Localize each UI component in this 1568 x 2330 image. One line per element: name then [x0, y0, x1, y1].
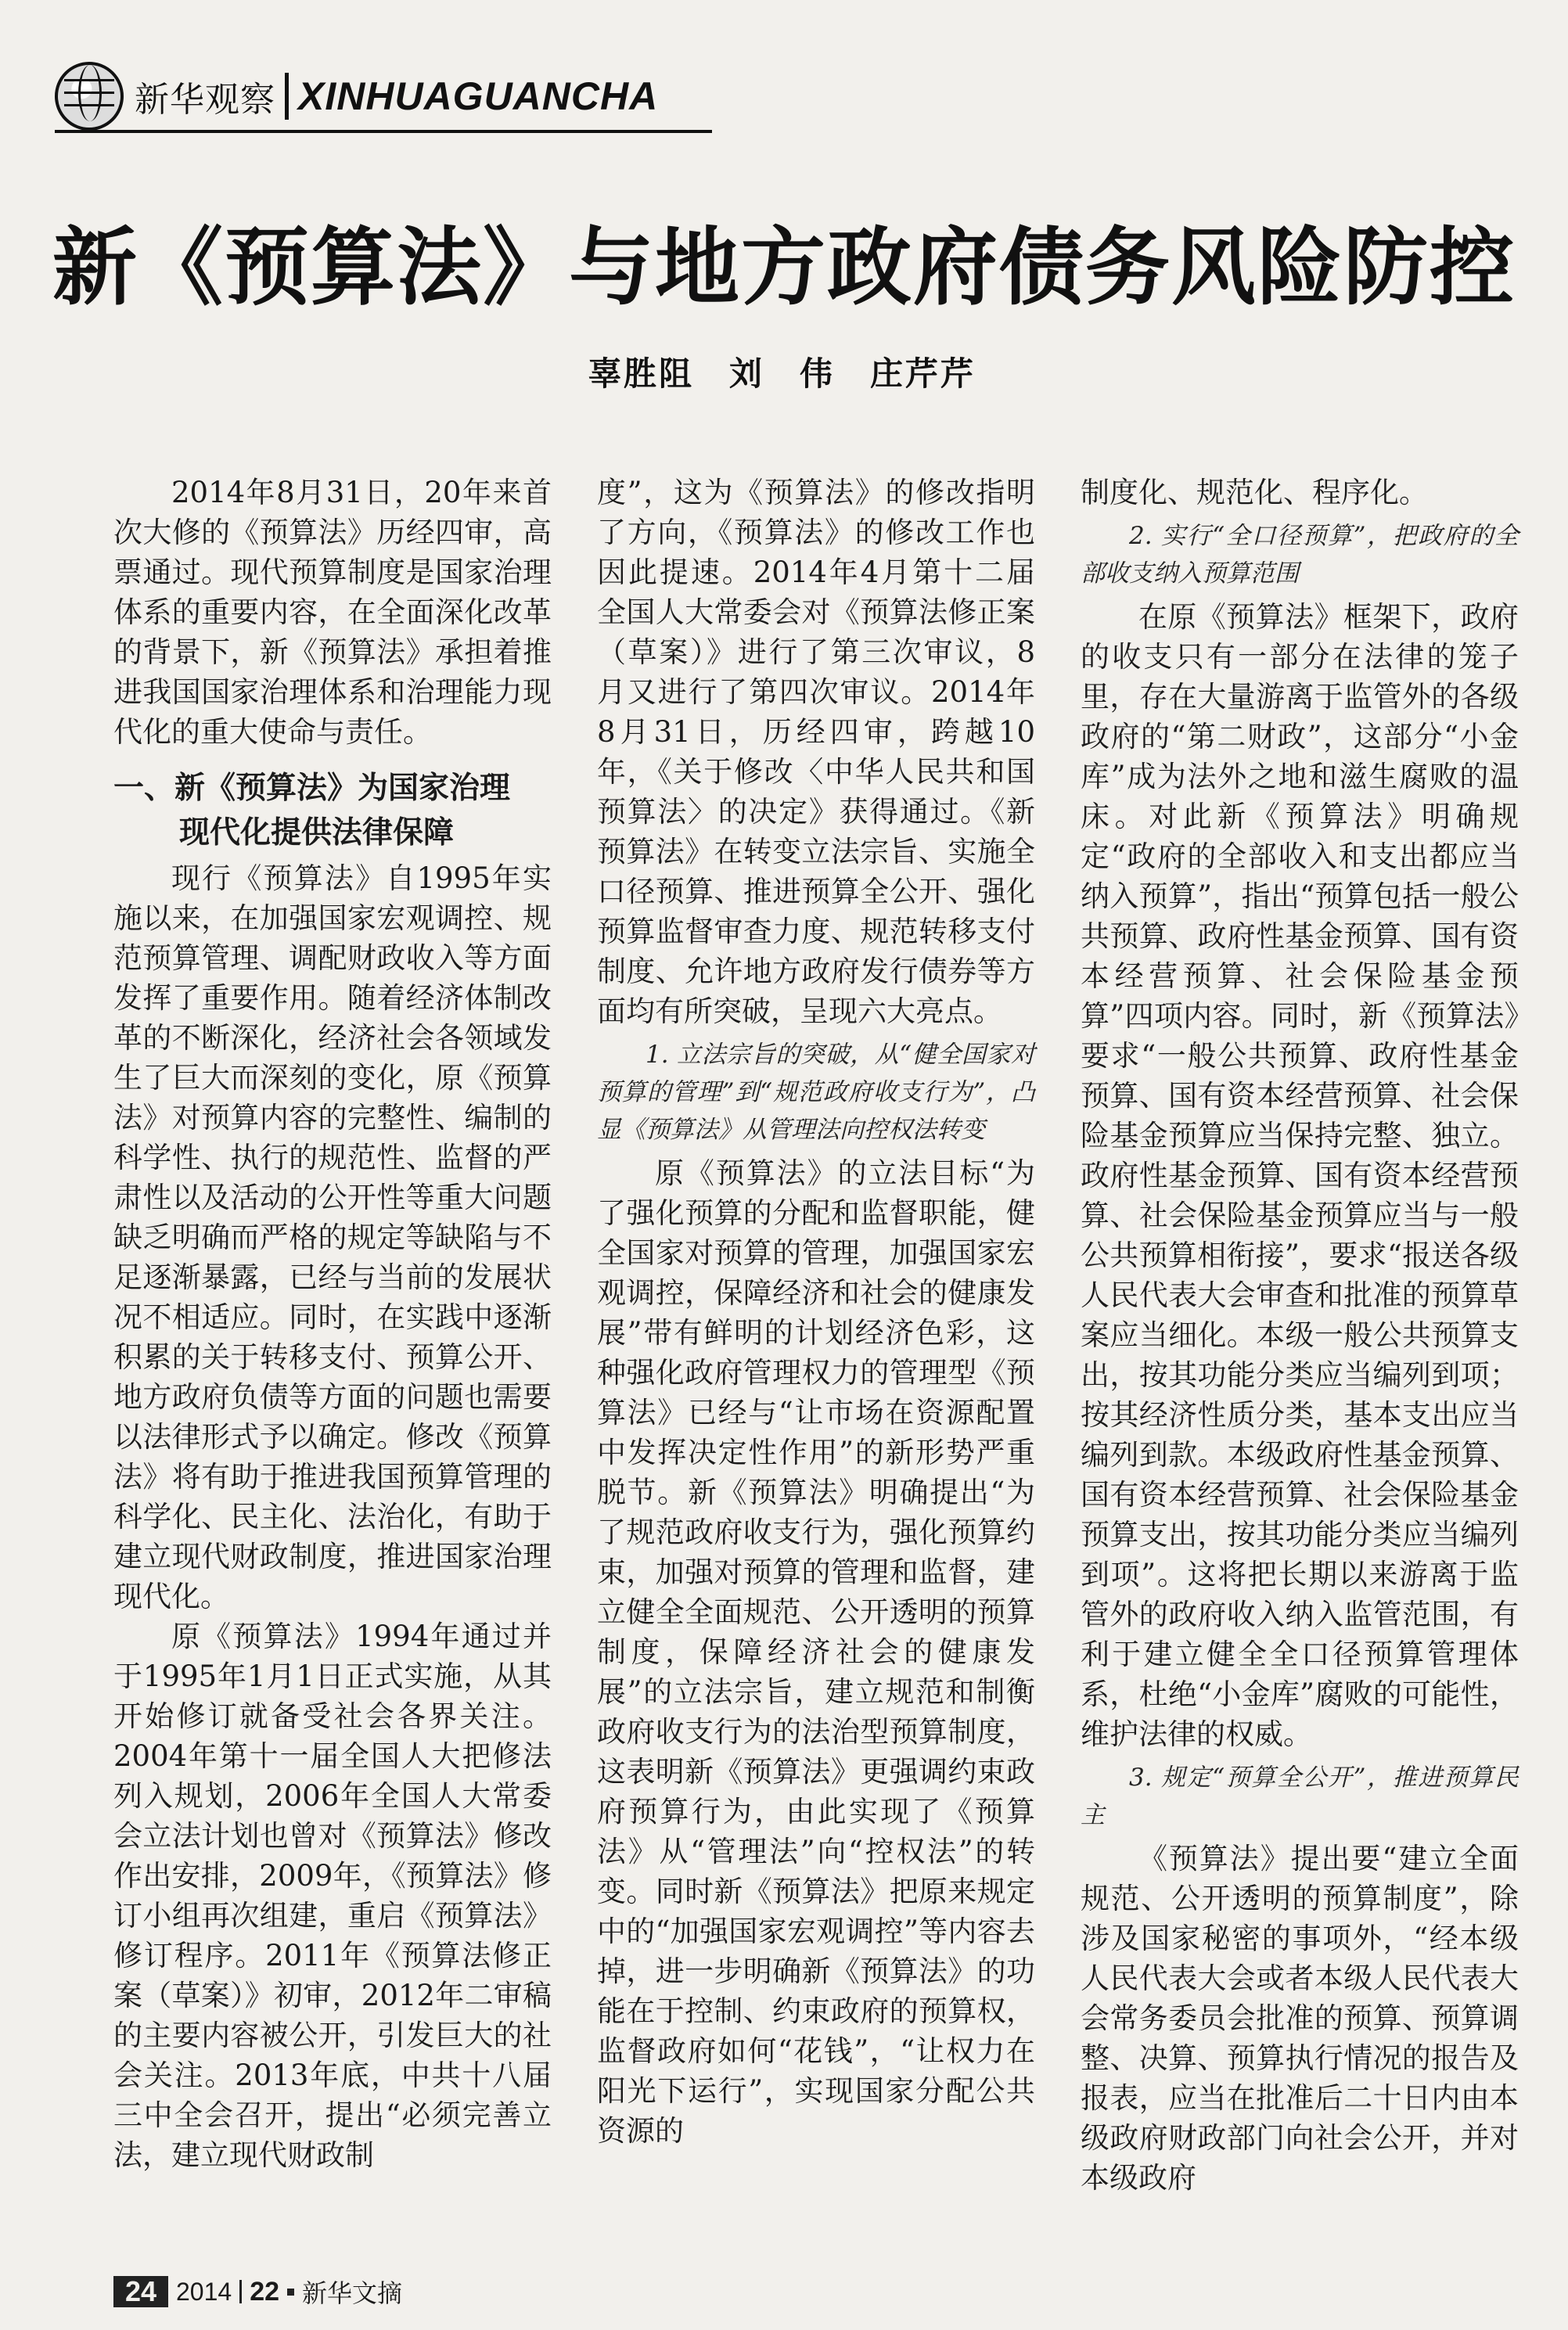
article-authors: 辜胜阻 刘 伟 庄芹芹 — [588, 354, 976, 393]
paragraph: 度”，这为《预算法》的修改指明了方向，《预算法》的修改工作也因此提速。2014年4月第十二届全国人大常委会对《预算法修正案（草案）》进行了第三次审议，8月又进行了第四次审议。2014年8月31日，历经四审，跨越10年，《关于修改〈中华人民共和国预算法〉的决定》获得通过。《新预算法》在转变立法宗旨、实施全口径预算、推进预算全公开、强化预算监督审查力度、规范转移支付制度、允许地方政府发行债券等方面均有所突破，呈现六大亮点。 — [597, 476, 1035, 1028]
page-number: 24 — [113, 2276, 168, 2307]
magazine-name: 新华文摘 — [302, 2278, 403, 2308]
subheading-2: 2. 实行“全口径预算”，把政府的全部收支纳入预算范围 — [1081, 522, 1519, 588]
paragraph: 《预算法》提出要“建立全面规范、公开透明的预算制度”，除涉及国家秘密的事项外，“经本级人民代表大会或者本级人民代表大会常务委员会批准的预算、预算调整、决算、预算执行情况的报告及报表，应当在批准后二十日内由本级政府财政部门向社会公开，并对本级政府 — [1081, 1842, 1519, 2195]
text-column-2 — [597, 473, 1035, 2151]
subheading-3: 3. 规定“预算全公开”，推进预算民主 — [1081, 1764, 1519, 1829]
footer-divider — [239, 2280, 242, 2303]
globe-icon — [55, 62, 124, 131]
paragraph: 原《预算法》的立法目标“为了强化预算的分配和监督职能，健全国家对预算的管理，加强国家宏观调控，保障经济和社会的健康发展”带有鲜明的计划经济色彩，这种强化政府管理权力的管理型《预算法》已经与“让市场在资源配置中发挥决定性作用”的新形势严重脱节。新《预算法》明确提出“为了规范政府收支行为，强化预算约束，加强对预算的管理和监督，建立健全全面规范、公开透明的预算制度，保障经济社会的健康发展”的立法宗旨，建立规范和制衡政府收支行为的法治型预算制度，这表明新《预算法》更强调约束政府预算行为，由此实现了《预算法》从“管理法”向“控权法”的转变。同时新《预算法》把原来规定中的“加强国家宏观调控”等内容去掉，进一步明确新《预算法》的功能在于控制、约束政府的预算权，监督政府如何“花钱”，“让权力在阳光下运行”，实现国家分配公共资源的 — [597, 1156, 1035, 2148]
footer-year: 2014 — [176, 2277, 232, 2306]
footer-dot — [287, 2289, 294, 2296]
text-column-3 — [1081, 473, 1519, 2198]
header-rule — [55, 130, 712, 133]
section-heading-line-1: 一、新《预算法》为国家治理 — [113, 771, 511, 806]
footer-issue: 22 — [250, 2276, 280, 2307]
column-name-en: XINHUAGUANCHA — [298, 74, 659, 118]
article-title: 新《预算法》与地方政府债务风险防控 — [52, 219, 1516, 317]
section-heading-1 — [113, 766, 552, 855]
paragraph: 制度化、规范化、程序化。 — [1081, 476, 1428, 509]
text-column-1 — [113, 473, 552, 2175]
paragraph: 原《预算法》1994年通过并于1995年1月1日正式实施，从其开始修订就备受社会各界关注。2004年第十一届全国人大把修法列入规划，2006年全国人大常委会立法计划也曾对《预算法》修改作出安排，2009年，《预算法》修订小组再次组建，重启《预算法》修订程序。2011年《预算法修正案（草案）》初审，2012年二审稿的主要内容被公开，引发巨大的社会关注。2013年底，中共十八届三中全会召开，提出“必须完善立法，建立现代财政制 — [113, 1620, 552, 2172]
page-footer — [113, 2274, 402, 2309]
section-heading-line-2: 现代化提供法律保障 — [179, 815, 455, 850]
paragraph: 现行《预算法》自1995年实施以来，在加强国家宏观调控、规范预算管理、调配财政收入等方面发挥了重要作用。随着经济体制改革的不断深化，经济社会各领域发生了巨大而深刻的变化，原《预算法》对预算内容的完整性、编制的科学性、执行的规范性、监督的严肃性以及活动的公开性等重大问题缺乏明确而严格的规定等缺陷与不足逐渐暴露，已经与当前的发展状况不相适应。同时，在实践中逐渐积累的关于转移支付、预算公开、地方政府负债等方面的问题也需要以法律形式予以确定。修改《预算法》将有助于推进我国预算管理的科学化、民主化、法治化，有助于建立现代财政制度，推进国家治理现代化。 — [113, 861, 552, 1613]
paragraph: 2014年8月31日，20年来首次大修的《预算法》历经四审，高票通过。现代预算制度是国家治理体系的重要内容，在全面深化改革的背景下，新《预算法》承担着推进我国国家治理体系和治理能力现代化的重大使命与责任。 — [113, 476, 552, 749]
column-name-cn: 新华观察 — [135, 80, 275, 120]
paragraph: 在原《预算法》框架下，政府的收支只有一部分在法律的笼子里，存在大量游离于监管外的各级政府的“第二财政”，这部分“小金库”成为法外之地和滋生腐败的温床。对此新《预算法》明确规定“政府的全部收入和支出都应当纳入预算”，指出“预算包括一般公共预算、政府性基金预算、国有资本经营预算、社会保险基金预算”四项内容。同时，新《预算法》要求“一般公共预算、政府性基金预算、国有资本经营预算、社会保险基金预算应当保持完整、独立。政府性基金预算、国有资本经营预算、社会保险基金预算应当与一般公共预算相衔接”，要求“报送各级人民代表大会审查和批准的预算草案应当细化。本级一般公共预算支出，按其功能分类应当编列到项；按其经济性质分类，基本支出应当编列到款。本级政府性基金预算、国有资本经营预算、社会保险基金预算支出，按其功能分类应当编列到项”。这将把长期以来游离于监管外的政府收入纳入监管范围，有利于建立健全全口径预算管理体系，杜绝“小金库”腐败的可能性，维护法律的权威。 — [1081, 600, 1519, 1751]
column-header — [55, 61, 658, 131]
header-divider — [285, 73, 289, 120]
subheading-1: 1. 立法宗旨的突破，从“健全国家对预算的管理”到“规范政府收支行为”，凸显《预算法》从管理法向控权法转变 — [597, 1041, 1035, 1144]
